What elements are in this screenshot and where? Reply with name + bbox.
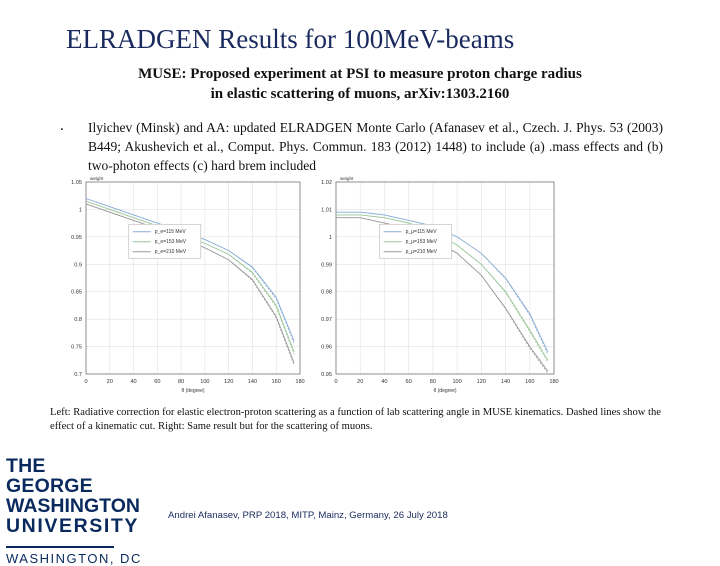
y-axis-label: weight: [340, 176, 354, 181]
y-tick-label: 1.05: [71, 180, 82, 186]
y-tick-label: 0.8: [74, 317, 82, 324]
x-axis-label: θ (degree): [433, 388, 457, 394]
x-tick-label: 60: [405, 379, 412, 385]
plot-frame: [336, 182, 554, 374]
x-tick-label: 20: [357, 379, 364, 385]
logo-divider: [6, 546, 114, 548]
x-tick-label: 140: [247, 379, 258, 385]
slide-title: ELRADGEN Results for 100MeV-beams: [66, 24, 515, 54]
y-tick-label: 0.98: [321, 289, 332, 296]
x-tick-label: 160: [525, 379, 535, 385]
logo-line3: UNIVERSITY: [6, 515, 140, 537]
x-tick-label: 40: [130, 379, 137, 385]
y-tick-label: 0.75: [71, 344, 82, 351]
x-tick-label: 120: [223, 379, 234, 385]
x-tick-label: 0: [84, 379, 88, 385]
x-tick-label: 80: [429, 379, 437, 385]
x-tick-label: 20: [106, 379, 113, 385]
logo-line4: WASHINGTON, DC: [6, 551, 142, 566]
bullet-marker: .: [60, 118, 64, 134]
logo-line1: THE GEORGE: [6, 455, 93, 497]
university-logo: [6, 455, 142, 566]
y-tick-label: 0.85: [71, 289, 82, 296]
legend-entry: p_e=153 MeV: [154, 239, 187, 246]
legend-entry: p_e=115 MeV: [154, 229, 186, 236]
x-tick-label: 180: [295, 379, 305, 385]
x-axis-label: θ (degree): [181, 388, 205, 394]
slide-subtitle: [60, 64, 660, 104]
series-line: [86, 201, 294, 352]
y-tick-label: 0.95: [71, 234, 82, 241]
y-tick-label: 1.01: [321, 207, 332, 214]
logo-line2: WASHINGTON: [6, 495, 140, 517]
x-tick-label: 40: [381, 379, 388, 385]
y-tick-label: 0.9: [74, 262, 82, 269]
y-tick-label: 0.99: [321, 262, 332, 269]
x-tick-label: 80: [177, 379, 185, 385]
y-tick-label: 0.96: [321, 344, 332, 351]
legend-entry: p_μ=153 MeV: [405, 239, 437, 246]
x-tick-label: 0: [334, 379, 338, 385]
slide-footer: Andrei Afanasev, PRP 2018, MITP, Mainz, Germany, 26 July 2018: [168, 510, 448, 521]
right-chart: [306, 172, 562, 404]
series-line: [86, 199, 294, 342]
figure-caption: Left: Radiative correction for elastic electron-proton scattering as a function of lab scattering angle in MUSE kinematics. Dashed lines show the effect of a kinematic cut. Right: Same result but for the scattering of muons.: [50, 407, 662, 432]
legend-entry: p_e=210 MeV: [154, 249, 187, 256]
x-tick-label: 140: [500, 379, 511, 385]
y-tick-label: 0.7: [74, 372, 82, 378]
x-tick-label: 60: [154, 379, 161, 385]
y-tick-label: 0.95: [321, 372, 332, 378]
body-text: Ilyichev (Minsk) and AA: updated ELRADGEN Monte Carlo (Afanasev et al., Czech. J. Phys. 53 (2003) B449; Akushevich et al., Comput. Phys. Commun. 183 (2012) 1448) to include (a) .mass effects and (b) two-photon effects (c) hard brem included: [88, 120, 663, 173]
y-axis-label: weight: [90, 176, 104, 181]
x-tick-label: 100: [200, 379, 210, 385]
series-line-dashed: [86, 199, 294, 344]
y-tick-label: 1: [78, 207, 82, 214]
subtitle-line2: in elastic scattering of muons, arXiv:1303.2160: [210, 86, 510, 102]
y-tick-label: 1.02: [321, 180, 332, 186]
legend-entry: p_μ=115 MeV: [405, 229, 437, 236]
legend-entry: p_μ=210 MeV: [405, 249, 437, 256]
subtitle-line1: : Proposed experiment at PSI to measure proton charge radius: [181, 66, 582, 82]
y-tick-label: 1: [328, 234, 332, 241]
left-chart: [56, 172, 308, 404]
subtitle-bold-lead: MUSE: [138, 66, 182, 82]
x-tick-label: 160: [271, 379, 281, 385]
x-tick-label: 100: [452, 379, 462, 385]
x-tick-label: 120: [476, 379, 487, 385]
y-tick-label: 0.97: [321, 317, 332, 324]
plot-frame: [86, 182, 300, 374]
x-tick-label: 180: [549, 379, 559, 385]
